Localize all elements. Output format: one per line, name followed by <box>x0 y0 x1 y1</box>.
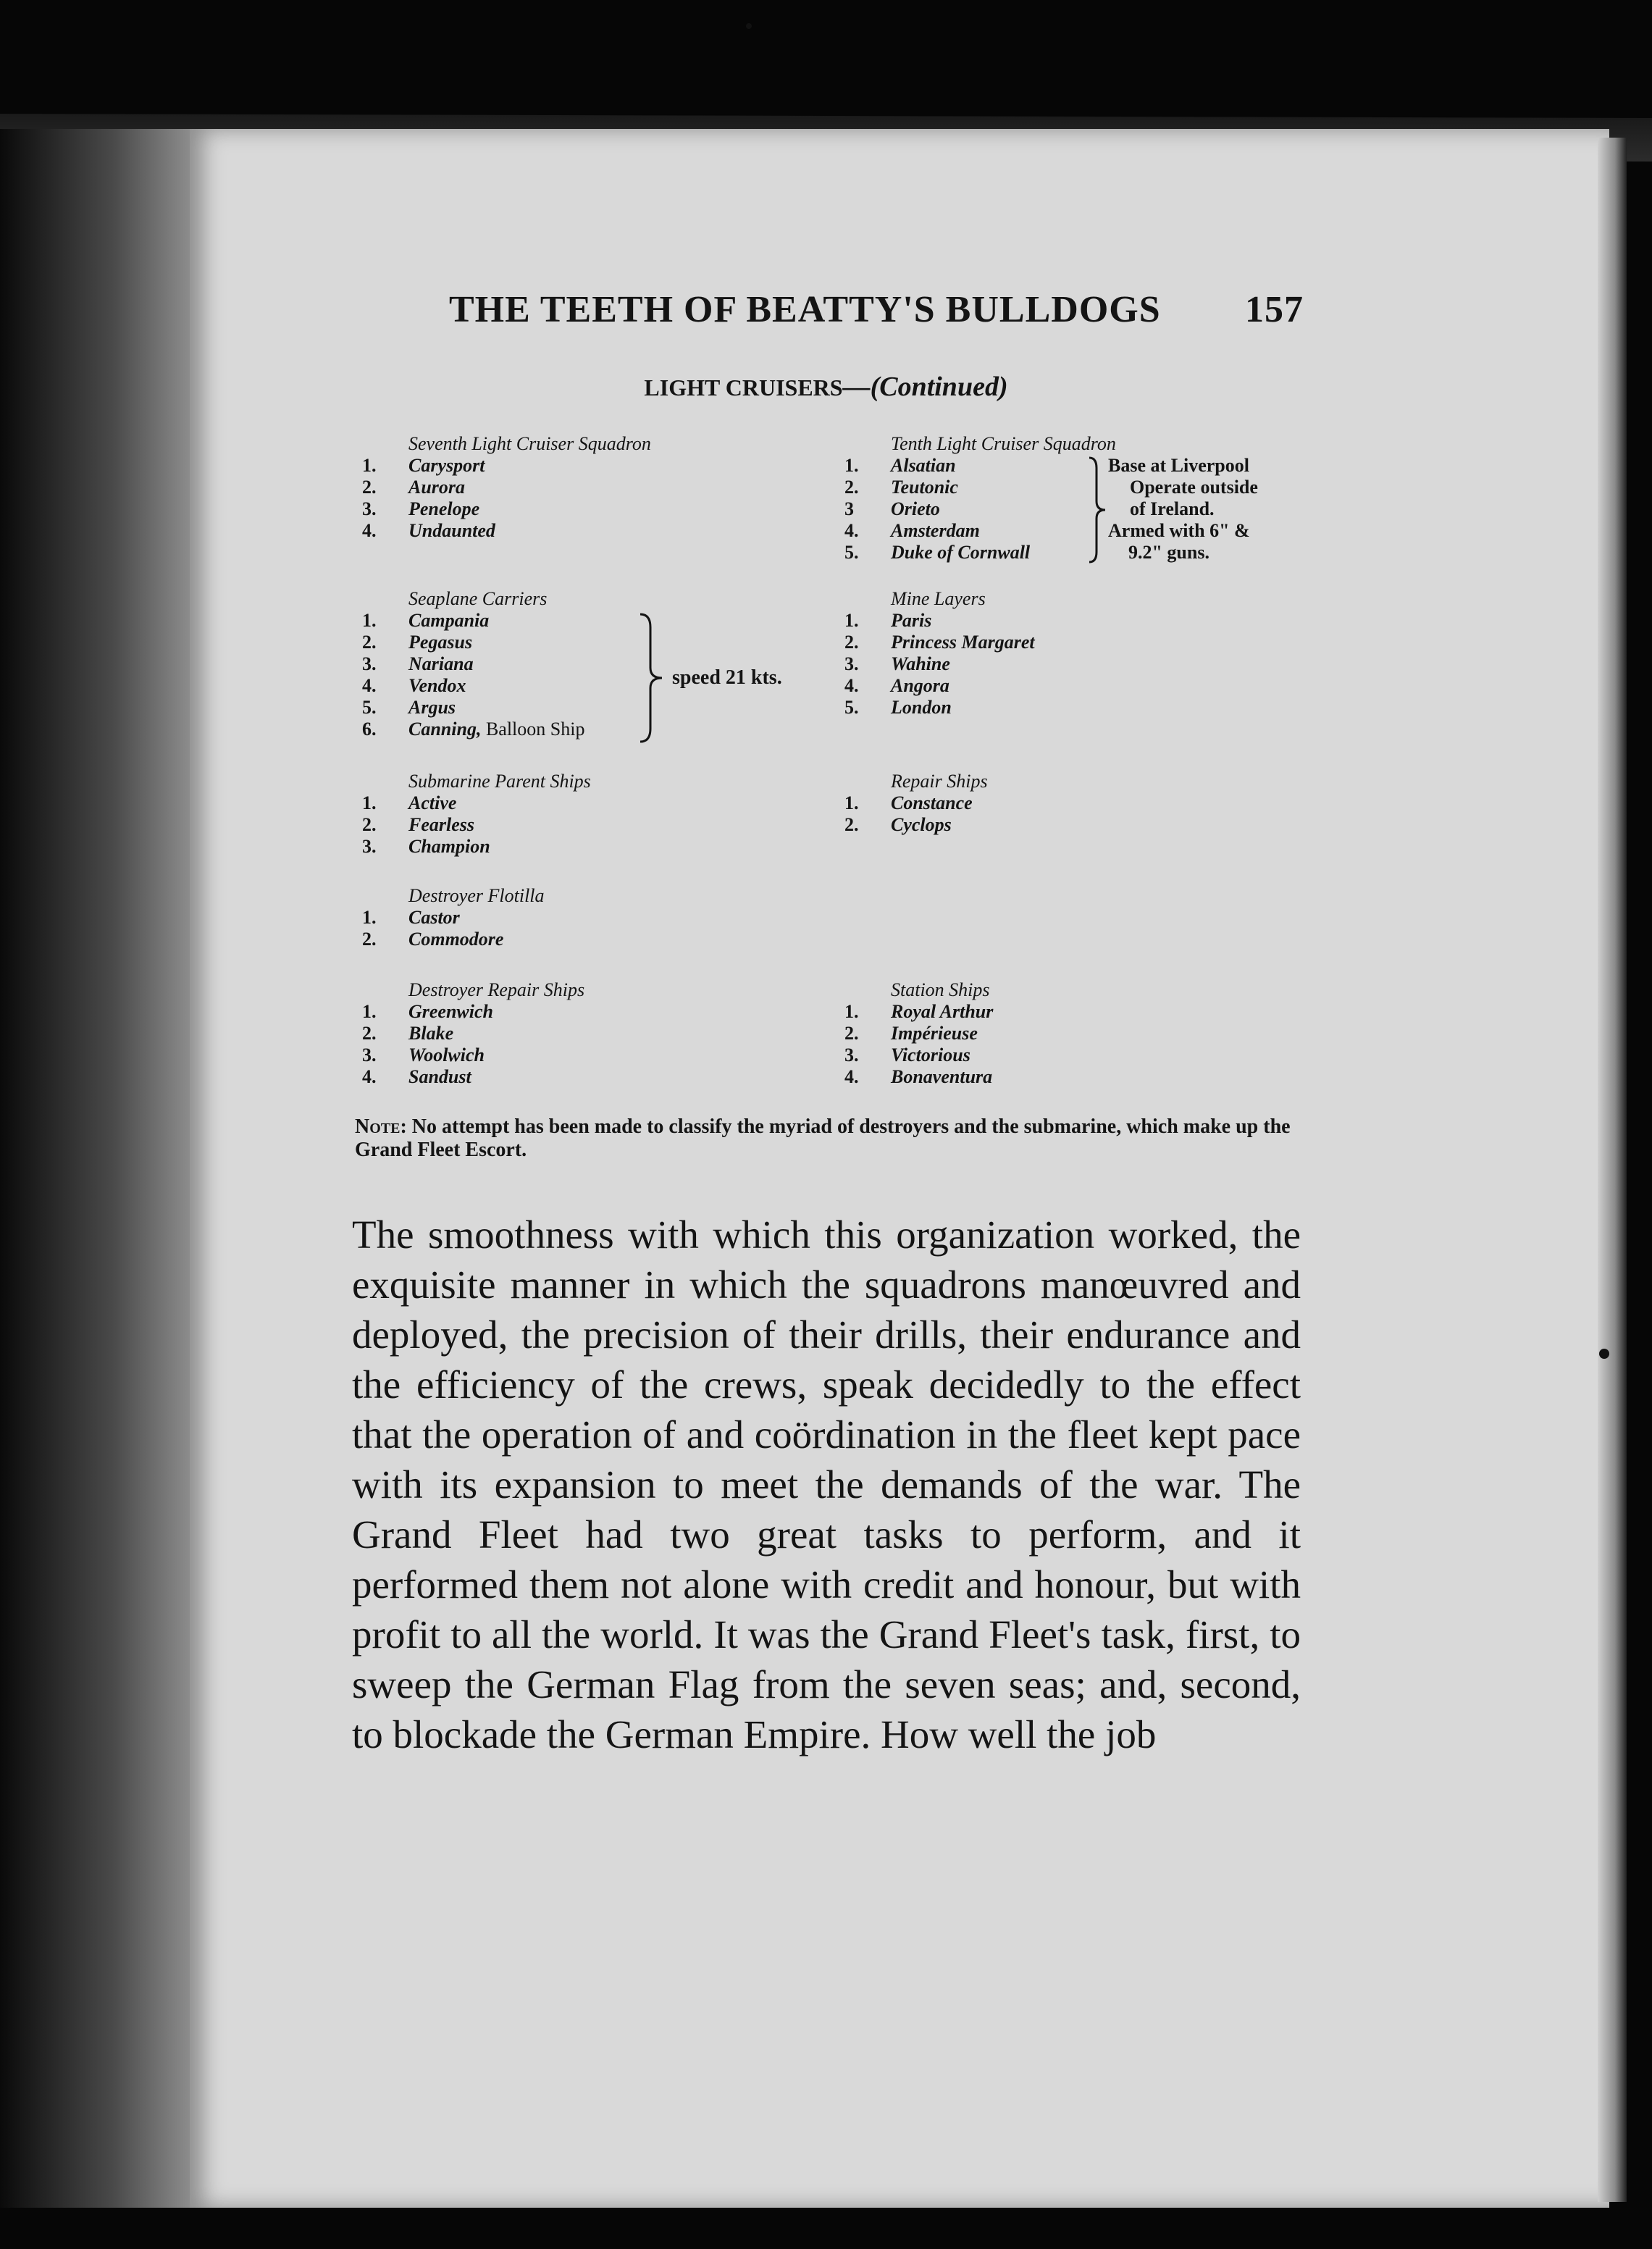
list-item: 4. Vendox <box>362 675 466 696</box>
running-title: THE TEETH OF BEATTY'S BULLDOGS <box>449 289 1161 330</box>
group-mine-layers <box>844 588 1035 719</box>
list-item: 3. Penelope <box>362 498 480 519</box>
list-item: 5. Duke of Cornwall <box>844 542 1031 563</box>
group-tenth-squadron <box>844 433 1116 564</box>
page-gutter <box>0 129 190 2208</box>
group-title: Repair Ships <box>891 771 988 792</box>
speed-note: speed 21 kts. <box>672 666 782 689</box>
list-item: 1. Constance <box>844 792 973 813</box>
list-item: 3. Champion <box>362 836 490 857</box>
group-station-ships <box>844 979 993 1088</box>
list-item: 4. Angora <box>844 675 949 696</box>
section-caption <box>0 371 1652 403</box>
brace-icon <box>637 613 666 743</box>
list-item: 1. Paris <box>844 610 932 631</box>
group-destroyer-flotilla <box>362 885 545 950</box>
brace-icon <box>1086 456 1108 565</box>
scan-speck <box>746 23 752 29</box>
list-item: 3. Woolwich <box>362 1044 485 1065</box>
list-item: 1. Greenwich <box>362 1001 493 1022</box>
group-title: Tenth Light Cruiser Squadron <box>891 433 1116 454</box>
page-edge <box>1598 138 1627 2202</box>
section-caption-continued: —(Continued) <box>842 372 1008 402</box>
tenth-squadron-notes: Base at Liverpool Operate outside of Ireland. Armed with 6" & 9.2" guns. <box>1108 455 1258 563</box>
group-title: Destroyer Repair Ships <box>408 979 585 1000</box>
section-caption-label: LIGHT CRUISERS <box>644 374 843 401</box>
list-item: 2. Fearless <box>362 814 474 835</box>
footnote-label: Note: <box>355 1115 407 1138</box>
list-item: 3. Victorious <box>844 1044 970 1065</box>
footnote-text: No attempt has been made to classify the myriad of destroyers and the submarine, which make up the Grand Fleet Escort. <box>355 1115 1291 1161</box>
list-item: 2. Cyclops <box>844 814 952 835</box>
scan-speck <box>1599 1349 1609 1359</box>
list-item: 1. Royal Arthur <box>844 1001 994 1022</box>
list-item: 1. Castor <box>362 907 460 928</box>
list-item: 5. Argus <box>362 697 456 718</box>
list-item: 2. Aurora <box>362 477 466 498</box>
list-item: 3. Nariana <box>362 653 474 674</box>
list-item: 6. Canning, Balloon Ship <box>362 719 585 740</box>
group-title: Station Ships <box>891 979 990 1000</box>
list-item: 4. Amsterdam <box>844 520 980 541</box>
group-title: Destroyer Flotilla <box>408 885 545 906</box>
group-title: Submarine Parent Ships <box>408 771 591 792</box>
list-item: 2. Princess Margaret <box>844 632 1035 653</box>
page-number: 157 <box>1245 289 1304 330</box>
list-item: 2. Impérieuse <box>844 1023 978 1044</box>
list-item: 2. Pegasus <box>362 632 473 653</box>
list-item: 1. Active <box>362 792 457 813</box>
list-item: 3 Orieto <box>844 498 940 519</box>
group-repair-ships <box>844 771 988 836</box>
list-item: 1. Campania <box>362 610 490 631</box>
group-submarine-parent-ships <box>362 771 591 858</box>
footnote <box>355 1115 1311 1162</box>
list-item: 2. Blake <box>362 1023 454 1044</box>
list-item: 1. Carysport <box>362 455 485 476</box>
list-item: 2. Teutonic <box>844 477 958 498</box>
group-seaplane-carriers <box>362 588 584 740</box>
group-destroyer-repair-ships <box>362 979 584 1088</box>
list-item: 5. London <box>844 697 952 718</box>
list-item: 3. Wahine <box>844 653 950 674</box>
list-item: 1. Alsatian <box>844 455 956 476</box>
group-title: Seventh Light Cruiser Squadron <box>408 433 651 454</box>
group-seventh-squadron <box>362 433 651 542</box>
list-item: 4. Undaunted <box>362 520 495 541</box>
running-header <box>449 288 1304 339</box>
group-title: Mine Layers <box>891 588 986 609</box>
body-paragraph: The smoothness with which this organization worked, the exquisite manner in which the squadrons manœuvred and deployed, the precision of their drills, their endurance and the efficiency of the crews, speak decidedly to the effect that the operation of and coördination in the fleet kept pace with its expansion to meet the demands of the war. The Grand Fleet had two great tasks to perform, and it performed them not alone with credit and honour, but with profit to all the world. It was the Grand Fleet's task, first, to sweep the German Flag from the seven seas; and, second, to blockade the German Empire. How well the job <box>352 1213 1301 1756</box>
list-item: 4. Sandust <box>362 1066 471 1087</box>
list-item: 4. Bonaventura <box>844 1066 993 1087</box>
group-title: Seaplane Carriers <box>408 588 548 609</box>
list-item: 2. Commodore <box>362 929 504 950</box>
